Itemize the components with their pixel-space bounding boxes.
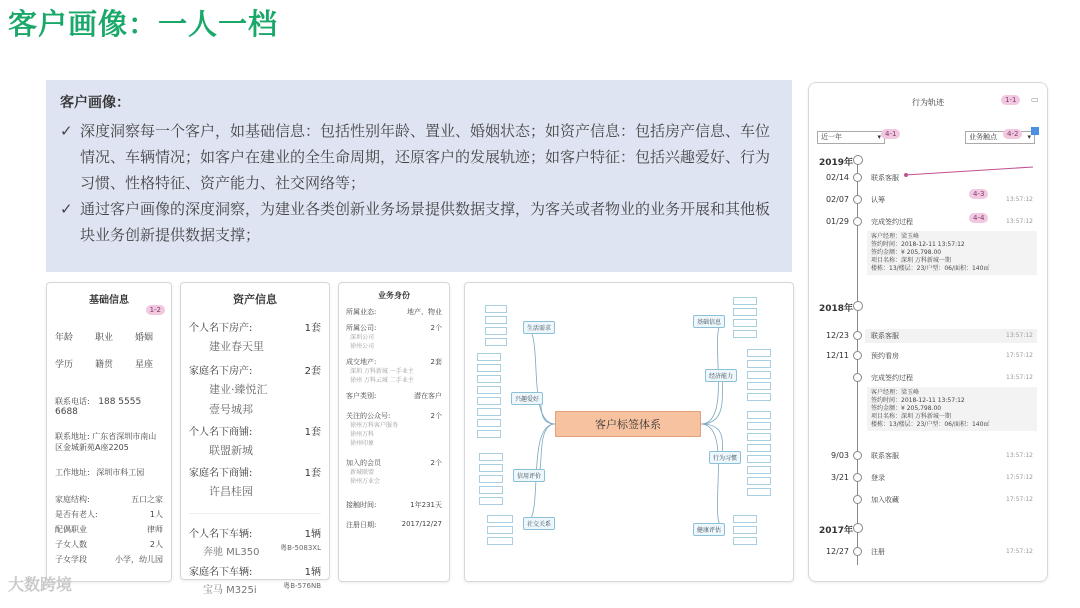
event-detail bbox=[867, 231, 1037, 275]
kv-sub: 徐州印象 bbox=[350, 440, 375, 447]
kv-value: 2个 bbox=[430, 324, 442, 332]
marker-badge: 4-1 bbox=[881, 129, 900, 139]
detail-line: 项目名称：深圳 万科新城一期 bbox=[871, 413, 951, 420]
detail-line: 项目名称：深圳 万科新城一期 bbox=[871, 257, 951, 264]
car-count: 1辆 bbox=[304, 529, 321, 540]
kv-sub: 徐州万业会 bbox=[350, 478, 381, 485]
mindmap-branch: 信用评价 bbox=[513, 469, 545, 482]
detail-line: 楼栋：13/楼层：23/户型：06/面积：140㎡ bbox=[871, 265, 990, 272]
kv-sub: 新城联盟 bbox=[350, 469, 375, 476]
kv-key: 成交地产: bbox=[346, 358, 377, 366]
mindmap-leaf bbox=[747, 349, 771, 357]
kv-key: 客户类别: bbox=[346, 392, 377, 400]
car-count: 1辆 bbox=[304, 567, 321, 578]
timeline-title: 行为轨迹 bbox=[912, 98, 944, 107]
car-label: 个人名下车辆: bbox=[189, 529, 253, 540]
asset-row bbox=[189, 319, 321, 334]
mindmap-leaf bbox=[733, 319, 757, 327]
mindmap-branch: 健康评估 bbox=[693, 523, 725, 536]
card-title: 业务身份 bbox=[378, 291, 410, 300]
event-time: 13:57:12 bbox=[1006, 374, 1033, 381]
family-row bbox=[55, 509, 163, 520]
kv-key: 加入的会员 bbox=[346, 459, 381, 467]
mindmap-leaf bbox=[477, 353, 501, 361]
event-date: 02/14 bbox=[825, 173, 849, 182]
basic-info-card bbox=[46, 282, 172, 582]
car-plate: 粤B-576NB bbox=[283, 582, 321, 590]
behavior-timeline-panel bbox=[808, 82, 1048, 582]
kv-sub: 徐州 万科云城 二手业主 bbox=[350, 377, 414, 384]
kv-value: 小学，幼儿园 bbox=[115, 555, 163, 564]
event-name[interactable]: 联系客服 bbox=[871, 452, 899, 460]
address-label: 联系地址: bbox=[55, 432, 90, 441]
mindmap-leaf bbox=[733, 515, 757, 523]
mindmap-leaf bbox=[487, 526, 513, 534]
mindmap-leaf bbox=[477, 386, 501, 394]
mindmap-leaf bbox=[477, 397, 501, 405]
attribute-row bbox=[55, 330, 163, 343]
mindmap-leaf bbox=[733, 297, 757, 305]
kv-value: 五口之家 bbox=[131, 495, 163, 504]
dropdown-arrow-icon: ▾ bbox=[1027, 133, 1031, 141]
event-name[interactable]: 联系客服 bbox=[871, 332, 899, 340]
asset-row bbox=[189, 423, 321, 438]
biz-row bbox=[346, 458, 442, 468]
event-name[interactable]: 认筹 bbox=[871, 196, 885, 204]
car-model: 宝马 M325i bbox=[203, 585, 257, 596]
event-name[interactable]: 联系客服 bbox=[871, 174, 899, 182]
year-dot bbox=[853, 523, 863, 533]
touchpoint-select-value: 业务触点 bbox=[969, 133, 997, 141]
event-time: 13:57:12 bbox=[1006, 332, 1033, 339]
mindmap-branch: 社交关系 bbox=[523, 517, 555, 530]
marker-badge: 4-4 bbox=[969, 213, 988, 223]
mindmap-leaf bbox=[477, 430, 501, 438]
asset-row bbox=[189, 464, 321, 479]
asset-value: 壹号城邦 bbox=[209, 403, 253, 416]
event-time: 13:57:12 bbox=[1006, 218, 1033, 225]
bullet-text: 深度洞察每一个客户，如基础信息：包括性别年龄、置业、婚姻状态；如资产信息：包括房产信息、车位情况、车辆情况；如客户在建业的全生命周期，还原客户的发展轨迹；如客户特征：包括兴趣爱好、行为习惯、性格特征、资产能力、社交网络等； bbox=[80, 122, 771, 192]
kv-value: 律师 bbox=[147, 525, 163, 534]
event-name[interactable]: 登录 bbox=[871, 474, 885, 482]
event-name[interactable]: 完成签约过程 bbox=[871, 218, 913, 226]
asset-count: 1套 bbox=[304, 468, 321, 479]
kv-value: 2个 bbox=[430, 459, 442, 467]
bullet-text: 通过客户画像的深度洞察，为建业各类创新业务场景提供数据支撑，为客关或者物业的业务开展和其他板块业务创新提供数据支撑； bbox=[80, 200, 771, 244]
kv-key: 是否有老人: bbox=[55, 510, 98, 519]
address-line bbox=[55, 431, 163, 453]
mindmap-branch: 基础信息 bbox=[693, 315, 725, 328]
event-dot bbox=[853, 331, 862, 340]
event-time: 13:57:12 bbox=[1006, 196, 1033, 203]
kv-key: 子女人数 bbox=[55, 540, 87, 549]
mindmap-leaf bbox=[733, 308, 757, 316]
event-dot bbox=[853, 473, 862, 482]
kv-value: 2人 bbox=[149, 540, 163, 549]
phone-line bbox=[55, 396, 163, 417]
family-row bbox=[55, 554, 163, 565]
detail-line: 签约时间：2018-12-11 13:57:12 bbox=[871, 397, 965, 404]
event-dot bbox=[853, 217, 862, 226]
mindmap-leaf bbox=[487, 515, 513, 523]
kv-key: 关注的公众号: bbox=[346, 412, 391, 420]
mindmap-leaf bbox=[485, 316, 507, 324]
asset-value: 建业·臻悦汇 bbox=[209, 383, 268, 396]
biz-row bbox=[346, 307, 442, 317]
year-label: 2019年 bbox=[819, 158, 854, 168]
attr-label: 星座 bbox=[134, 360, 153, 370]
event-time: 13:57:12 bbox=[1006, 452, 1033, 459]
mindmap-leaf bbox=[479, 475, 503, 483]
car-model: 奔驰 ML350 bbox=[203, 547, 260, 558]
attr-label: 职业 bbox=[94, 333, 113, 343]
detail-line: 客户经理：梁玉峰 bbox=[871, 389, 920, 396]
event-dot bbox=[853, 495, 862, 504]
mindmap-leaf bbox=[485, 305, 507, 313]
range-select[interactable] bbox=[817, 131, 885, 144]
marker-badge: 4-2 bbox=[1003, 129, 1022, 139]
biz-row bbox=[346, 323, 442, 333]
mindmap-leaf bbox=[485, 338, 507, 346]
detail-line: 楼栋：13/楼层：23/户型：06/面积：140㎡ bbox=[871, 421, 990, 428]
kv-value: 潜在客户 bbox=[414, 392, 442, 400]
address-value: 广东省深圳市南山区金城新苑A座2205 bbox=[55, 432, 157, 452]
kv-sub: 徐州公司 bbox=[350, 343, 375, 350]
card-title: 基础信息 bbox=[89, 295, 129, 306]
touchpoint-select[interactable] bbox=[965, 131, 1035, 144]
event-time: 17:57:12 bbox=[1006, 352, 1033, 359]
mindmap-leaf bbox=[747, 371, 771, 379]
kv-sub: 徐州万科客户服务 bbox=[350, 422, 399, 429]
kv-key: 配偶职业 bbox=[55, 525, 87, 534]
year-dot bbox=[853, 155, 863, 165]
attribute-row bbox=[55, 357, 163, 370]
kv-value: 2个 bbox=[430, 412, 442, 420]
mindmap-leaf bbox=[733, 330, 757, 338]
biz-row bbox=[346, 357, 442, 367]
event-dot bbox=[853, 451, 862, 460]
biz-row bbox=[346, 391, 442, 401]
event-detail bbox=[867, 387, 1037, 431]
event-date: 12/11 bbox=[825, 351, 849, 360]
asset-label: 家庭名下房产: bbox=[189, 366, 253, 377]
asset-label: 个人名下房产: bbox=[189, 323, 253, 334]
year-label: 2017年 bbox=[819, 526, 854, 536]
mindmap-leaf bbox=[747, 488, 771, 496]
event-name[interactable]: 注册 bbox=[871, 548, 885, 556]
phone-value: 188 5555 6688 bbox=[55, 397, 142, 417]
event-date: 02/07 bbox=[825, 195, 849, 204]
work-line bbox=[55, 467, 163, 478]
asset-value: 联盟新城 bbox=[209, 444, 253, 457]
phone-label: 联系电话: bbox=[55, 397, 90, 406]
pointer-line bbox=[903, 165, 1043, 179]
asset-row bbox=[189, 362, 321, 377]
asset-label: 个人名下商铺: bbox=[189, 427, 253, 438]
kv-key: 所属公司: bbox=[346, 324, 377, 332]
kv-value: 地产、物业 bbox=[407, 308, 442, 316]
description-heading: 客户画像： bbox=[60, 95, 130, 111]
attr-label: 年龄 bbox=[55, 333, 74, 343]
event-date: 3/21 bbox=[831, 473, 849, 482]
kv-key: 家庭结构: bbox=[55, 495, 90, 504]
biz-row bbox=[346, 520, 442, 530]
filter-icon[interactable] bbox=[1031, 127, 1039, 135]
event-time: 17:57:12 bbox=[1006, 496, 1033, 503]
event-date: 9/03 bbox=[831, 451, 849, 460]
event-date: 12/27 bbox=[825, 547, 849, 556]
mindmap-leaf bbox=[747, 477, 771, 485]
detail-line: 签约时间：2018-12-11 13:57:12 bbox=[871, 241, 965, 248]
kv-key: 接触时间: bbox=[346, 501, 377, 509]
asset-count: 2套 bbox=[304, 366, 321, 377]
mindmap-leaf bbox=[477, 419, 501, 427]
event-date: 12/23 bbox=[825, 331, 849, 340]
detail-line: 客户经理：梁玉峰 bbox=[871, 233, 920, 240]
work-label: 工作地址: bbox=[55, 468, 90, 477]
tag-system-mindmap bbox=[464, 282, 794, 582]
card-title: 资产信息 bbox=[233, 293, 277, 306]
attr-label: 婚姻 bbox=[134, 333, 153, 343]
car-detail bbox=[189, 581, 321, 596]
car-section bbox=[189, 513, 321, 596]
kv-sub: 深圳公司 bbox=[350, 334, 375, 341]
asset-value: 许昌桂园 bbox=[209, 485, 253, 498]
description-panel bbox=[46, 80, 792, 272]
car-label: 家庭名下车辆: bbox=[189, 567, 253, 578]
mindmap-branch: 兴趣爱好 bbox=[511, 392, 543, 405]
event-dot bbox=[853, 173, 862, 182]
biz-row bbox=[346, 411, 442, 421]
event-name[interactable]: 预约看房 bbox=[871, 352, 899, 360]
mindmap-leaf bbox=[477, 364, 501, 372]
event-name[interactable]: 完成签约过程 bbox=[871, 374, 913, 382]
event-name[interactable]: 加入收藏 bbox=[871, 496, 899, 504]
mindmap-leaf bbox=[747, 422, 771, 430]
mindmap-leaf bbox=[479, 486, 503, 494]
marker-badge: 1-2 bbox=[146, 305, 165, 315]
biz-row bbox=[346, 500, 442, 510]
mindmap-leaf bbox=[477, 408, 501, 416]
mindmap-leaf bbox=[485, 327, 507, 335]
car-row bbox=[189, 563, 321, 578]
mindmap-leaf bbox=[747, 411, 771, 419]
detail-line: 签约金额：¥ 205,798.00 bbox=[871, 405, 942, 412]
mindmap-leaf bbox=[747, 444, 771, 452]
business-identity-card bbox=[338, 282, 450, 582]
mindmap-leaf bbox=[733, 537, 757, 545]
description-bullet bbox=[60, 196, 778, 248]
asset-count: 1套 bbox=[304, 323, 321, 334]
mindmap-leaf bbox=[479, 453, 503, 461]
kv-value: 1年231天 bbox=[410, 501, 442, 509]
event-dot bbox=[853, 351, 862, 360]
event-date: 01/29 bbox=[825, 217, 849, 226]
work-value: 深圳市科工园 bbox=[96, 468, 145, 477]
dropdown-arrow-icon: ▾ bbox=[877, 133, 881, 141]
kv-value: 2套 bbox=[430, 358, 442, 366]
event-time: 17:57:12 bbox=[1006, 474, 1033, 481]
car-plate: 粤B-5083XL bbox=[280, 544, 321, 552]
kv-sub: 徐州万科 bbox=[350, 431, 375, 438]
page-title: 客户画像：一人一档 bbox=[8, 7, 279, 41]
window-icon[interactable]: ▭ bbox=[1031, 95, 1039, 104]
family-list bbox=[55, 494, 163, 565]
event-dot bbox=[853, 547, 862, 556]
kv-key: 所属业态: bbox=[346, 308, 377, 316]
attr-label: 籍贯 bbox=[94, 360, 113, 370]
mindmap-leaf bbox=[487, 537, 513, 545]
family-row bbox=[55, 494, 163, 505]
attr-label: 学历 bbox=[55, 360, 74, 370]
event-time: 17:57:12 bbox=[1006, 548, 1033, 555]
mindmap-leaf bbox=[747, 455, 771, 463]
family-row bbox=[55, 539, 163, 550]
asset-value: 建业春天里 bbox=[209, 340, 264, 353]
kv-sub: 深圳 万科新城 一手业主 bbox=[350, 368, 414, 375]
asset-count: 1套 bbox=[304, 427, 321, 438]
car-detail bbox=[189, 543, 321, 558]
watermark-logo: 大数跨境 bbox=[8, 575, 73, 594]
asset-label: 家庭名下商铺: bbox=[189, 468, 253, 479]
marker-badge: 1-1 bbox=[1001, 95, 1020, 105]
year-dot bbox=[853, 301, 863, 311]
event-dot bbox=[853, 373, 862, 382]
mindmap-leaf bbox=[479, 464, 503, 472]
year-label: 2018年 bbox=[819, 304, 854, 314]
mindmap-center: 客户标签体系 bbox=[555, 411, 701, 437]
mindmap-leaf bbox=[747, 466, 771, 474]
mindmap-leaf bbox=[747, 360, 771, 368]
mindmap-leaf bbox=[477, 375, 501, 383]
range-select-value: 近一年 bbox=[821, 133, 842, 141]
kv-key: 子女学段 bbox=[55, 555, 87, 564]
event-dot bbox=[853, 195, 862, 204]
kv-value: 1人 bbox=[149, 510, 163, 519]
marker-badge: 4-3 bbox=[969, 189, 988, 199]
mindmap-leaf bbox=[747, 433, 771, 441]
mindmap-branch: 生活需求 bbox=[523, 321, 555, 334]
check-icon: ✓ bbox=[60, 200, 73, 218]
mindmap-leaf bbox=[747, 382, 771, 390]
family-row bbox=[55, 524, 163, 535]
description-bullet bbox=[60, 118, 778, 196]
kv-value: 2017/12/27 bbox=[401, 520, 442, 528]
mindmap-leaf bbox=[747, 393, 771, 401]
detail-line: 签约金额：¥ 205,798.00 bbox=[871, 249, 942, 256]
mindmap-leaf bbox=[479, 497, 503, 505]
mindmap-leaf bbox=[733, 526, 757, 534]
check-icon: ✓ bbox=[60, 122, 73, 140]
mindmap-branch: 行为习惯 bbox=[709, 451, 741, 464]
car-row bbox=[189, 525, 321, 540]
asset-info-card bbox=[180, 282, 330, 596]
mindmap-branch: 经济能力 bbox=[705, 369, 737, 382]
kv-key: 注册日期: bbox=[346, 521, 377, 529]
